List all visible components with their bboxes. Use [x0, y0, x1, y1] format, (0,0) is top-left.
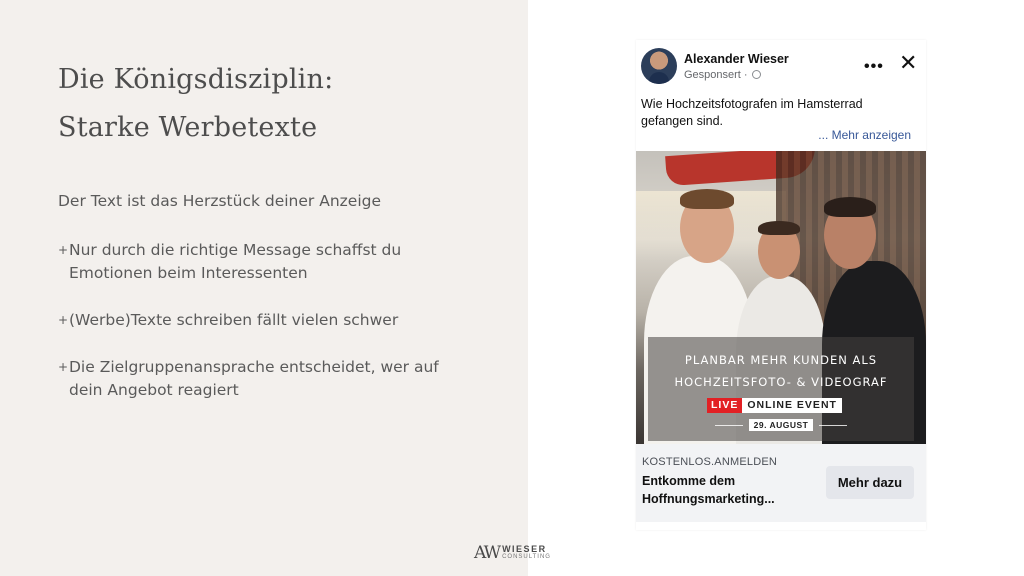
event-date-row — [648, 419, 914, 431]
event-date: 29. AUGUST — [749, 419, 814, 431]
bullet-item — [58, 309, 458, 332]
bullet-marker: + — [58, 243, 69, 257]
brand-logo — [474, 543, 551, 563]
logo-name: WIESER — [502, 544, 547, 554]
learn-more-button[interactable]: Mehr dazu — [826, 466, 914, 499]
facebook-ad-card — [636, 40, 926, 530]
cta-headline[interactable]: Entkomme dem Hoffnungsmarketing... — [642, 474, 775, 506]
slide-title-line-1: Die Königsdisziplin: — [58, 64, 334, 95]
live-event-badge — [707, 398, 842, 413]
divider-left — [715, 425, 743, 426]
overlay-headline-1: PLANBAR MEHR KUNDEN ALS — [684, 353, 878, 367]
see-more-link[interactable]: ... Mehr anzeigen — [818, 128, 911, 142]
avatar[interactable] — [641, 48, 677, 84]
logo-subtitle: CONSULTING — [502, 554, 551, 560]
ad-author-name[interactable]: Alexander Wieser — [684, 52, 789, 66]
bullet-text: Nur durch die richtige Message schaffst du Emotionen beim Interessenten — [69, 241, 402, 282]
ad-cta-bar — [636, 444, 926, 522]
more-options-icon[interactable]: ••• — [864, 58, 884, 75]
divider-right — [819, 425, 847, 426]
logo-mark: AW — [474, 543, 500, 563]
bullet-marker: + — [58, 313, 69, 327]
person-right-hair — [824, 197, 876, 217]
close-icon[interactable]: ✕ — [899, 50, 918, 75]
live-badge: LIVE — [707, 398, 742, 413]
overlay-headline-2: HOCHZEITSFOTO- & VIDEOGRAF — [674, 375, 888, 389]
bullet-list — [58, 239, 458, 426]
sponsored-text: Gesponsert · — [684, 69, 748, 81]
ad-post-text: Wie Hochzeitsfotografen im Hamsterrad gefangen sind. — [641, 97, 863, 128]
person-left-hair — [680, 189, 734, 209]
bullet-item — [58, 356, 458, 402]
person-middle-hair — [758, 221, 800, 235]
bullet-text: (Werbe)Texte schreiben fällt vielen schwer — [69, 311, 399, 329]
globe-icon — [752, 70, 761, 79]
bullet-marker: + — [58, 360, 69, 374]
slide-intro-text: Der Text ist das Herzstück deiner Anzeige — [58, 192, 381, 210]
logo-text — [502, 545, 551, 561]
bullet-text: Die Zielgruppenansprache entscheidet, wer auf dein Angebot reagiert — [69, 358, 439, 399]
sponsored-label — [684, 69, 761, 81]
online-event-badge: ONLINE EVENT — [742, 398, 842, 413]
ad-creative-image[interactable] — [636, 151, 926, 444]
slide-title-line-2: Starke Werbetexte — [58, 112, 318, 143]
cta-domain: KOSTENLOS.ANMELDEN — [642, 456, 778, 468]
slide-title — [58, 56, 333, 152]
ad-text-overlay — [648, 337, 914, 441]
bullet-item — [58, 239, 458, 285]
